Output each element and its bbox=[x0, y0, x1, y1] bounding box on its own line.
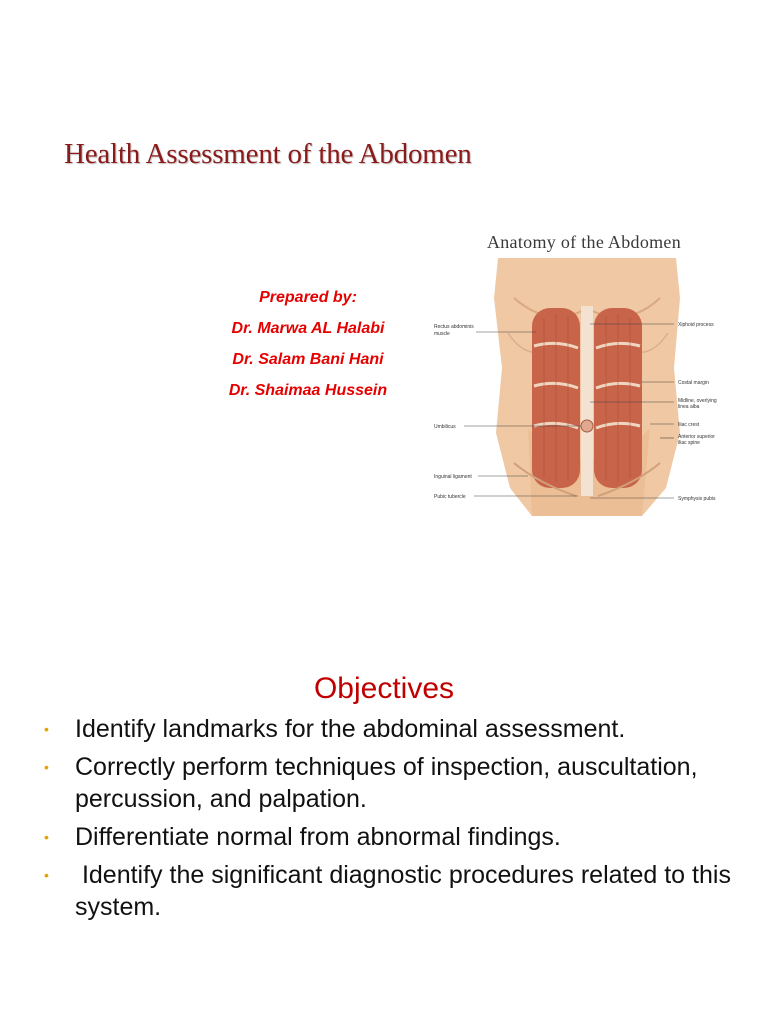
list-item: • Identify the significant diagnostic procedures related to this system. bbox=[44, 861, 738, 921]
author-1: Dr. Marwa AL Halabi bbox=[231, 320, 385, 337]
label-symphysis: Symphysis pubis bbox=[678, 496, 716, 502]
label-pubic: Pubic tubercle bbox=[434, 494, 466, 500]
bullet-icon: • bbox=[44, 721, 49, 737]
label-umbilicus: Umbilicus bbox=[434, 424, 456, 430]
author-3: Dr. Shaimaa Hussein bbox=[228, 382, 388, 399]
label-linea: linea alba bbox=[678, 404, 700, 410]
label-midline: Midline, overlying bbox=[678, 398, 717, 404]
label-costal: Costal margin bbox=[678, 380, 709, 386]
author-2: Dr. Salam Bani Hani bbox=[232, 351, 384, 368]
bullet-icon: • bbox=[44, 867, 49, 883]
list-item: • Correctly perform techniques of inspection, auscultation, percussion, and palpation. bbox=[44, 753, 698, 813]
anatomy-figure-title: Anatomy of the Abdomen bbox=[486, 232, 682, 252]
label-muscle: muscle bbox=[434, 331, 450, 337]
label-inguinal: Inguinal ligament bbox=[434, 474, 472, 480]
abdomen-illustration bbox=[428, 258, 740, 516]
label-xiphoid: Xiphoid process bbox=[678, 322, 714, 328]
slide-title-text: Health Assessment of the Abdomen bbox=[64, 138, 472, 170]
label-anterior: Anterior superior bbox=[678, 434, 715, 440]
prepared-by-heading: Prepared by: bbox=[259, 289, 357, 306]
bullet-icon: • bbox=[44, 759, 49, 775]
bullet-icon: • bbox=[44, 829, 49, 845]
list-item: • Differentiate normal from abnormal findings. bbox=[44, 823, 561, 851]
slide-objectives bbox=[0, 600, 768, 1024]
label-iliac-spine: iliac spine bbox=[678, 440, 700, 446]
label-rectus: Rectus abdominis bbox=[434, 324, 474, 330]
list-item: • Identify landmarks for the abdominal assessment. bbox=[44, 715, 626, 743]
label-iliac-crest: Iliac crest bbox=[678, 422, 700, 428]
prepared-by-block bbox=[150, 286, 466, 410]
objectives-list bbox=[44, 713, 738, 929]
abdomen-anatomy-figure bbox=[428, 258, 740, 516]
objectives-heading: Objectives bbox=[313, 672, 455, 705]
